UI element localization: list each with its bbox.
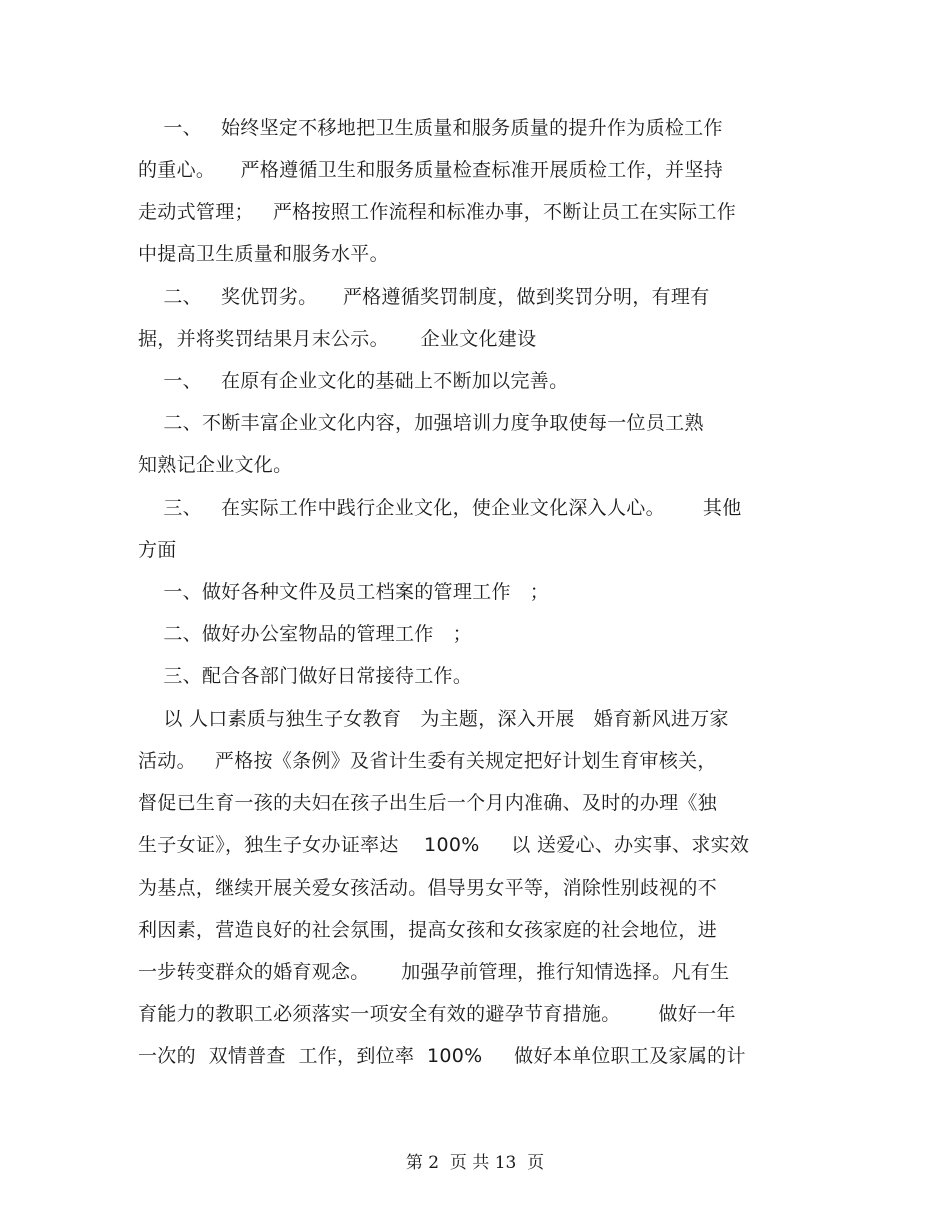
page-number-footer: 第 2 页 共 13 页 (405, 1153, 545, 1173)
body-text-line: 一、做好各种文件及员工档案的管理工作 ； (138, 581, 550, 603)
body-text-line: 中提高卫生质量和服务水平。 (138, 243, 389, 265)
body-text-line: 以 人口素质与独生子女教育 为主题，深入开展 婚育新风进万家 (138, 708, 729, 730)
body-text-line: 为基点，继续开展关爱女孩活动。倡导男女平等，消除性别歧视的不 (138, 877, 718, 899)
body-text-line: 利因素，营造良好的社会氛围，提高女孩和女孩家庭的社会地位，进 (138, 919, 718, 941)
body-text-line: 二、做好办公室物品的管理工作 ； (138, 623, 472, 645)
body-text-line: 活动。 严格按《条例》及省计生委有关规定把好计划生育审核关， (138, 750, 717, 772)
body-text-line: 方面 (138, 539, 177, 561)
body-text-line: 一步转变群众的婚育观念。 加强孕前管理，推行知情选择。凡有生 (138, 961, 730, 983)
body-text-line: 据，并将奖罚结果月末公示。 企业文化建设 (138, 328, 537, 350)
body-text-line: 三、 在实际工作中践行企业文化，使企业文化深入人心。 其他 (138, 497, 742, 519)
body-text-line: 走动式管理； 严格按照工作流程和标准办事，不断让员工在实际工作 (138, 201, 737, 223)
body-text-line: 的重心。 严格遵循卫生和服务质量检查标准开展质检工作，并坚持 (138, 159, 724, 181)
body-text-line: 一、 在原有企业文化的基础上不断加以完善。 (138, 370, 569, 392)
body-text-line: 三、配合各部门做好日常接待工作。 (138, 665, 473, 687)
body-text-line: 知熟记企业文化。 (138, 454, 293, 476)
body-text-line: 二、 奖优罚劣。 严格遵循奖罚制度，做到奖罚分明，有理有 (138, 286, 710, 308)
body-text-line: 一、 始终坚定不移地把卫生质量和服务质量的提升作为质检工作 (138, 117, 723, 139)
body-text-line: 督促已生育一孩的夫妇在孩子出生后一个月内准确、及时的办理《独 (138, 792, 718, 814)
body-text-line: 育能力的教职工必须落实一项安全有效的避孕节育措施。 做好一年 (138, 1003, 736, 1025)
body-text-line: 二、不断丰富企业文化内容，加强培训力度争取使每一位员工熟 (138, 412, 704, 434)
body-text-line: 生子女证》，独生子女办证率达 100% 以 送爱心、办实事、求实效 (138, 834, 750, 856)
body-text-line: 一次的 双情普查 工作，到位率 100% 做好本单位职工及家属的计 (138, 1045, 746, 1067)
